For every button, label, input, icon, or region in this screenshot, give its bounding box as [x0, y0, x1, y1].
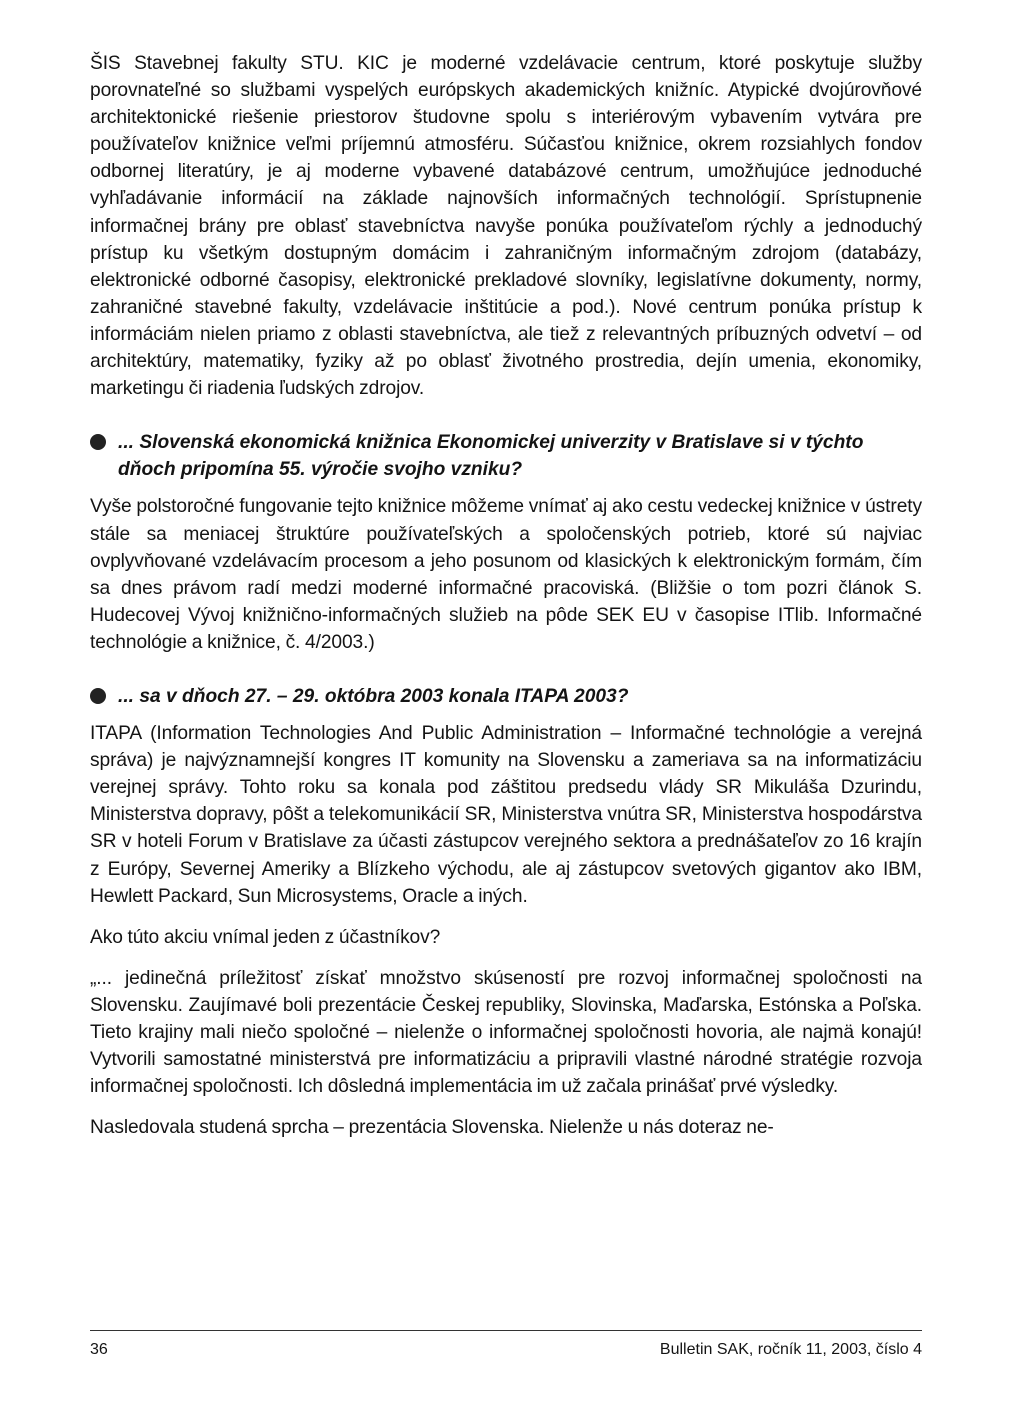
paragraph-itapa: ITAPA (Information Technologies And Public Administration – Informačné technológie a verejná správa) je najvýznamnejší kongres IT komunity na Slovensku a zameriava sa na informatizáciu verejnej správy. Tohto roku sa konala pod záštitou predsedu vlády SR Mikuláša Dzurindu, Ministerstva dopravy, pôšt a telekomunikácií SR, Ministerstva vnútra SR, Ministerstva hospodárstva SR v hoteli Forum v Bratislave za účasti zástupcov verejného sektora a prednášateľov zo 16 krajín z Európy, Severnej Ameriky a Blízkeho východu, ale aj zástupcov svetových gigantov ako IBM, Hewlett Packard, Sun Microsystems, Oracle a iných.: [90, 723, 922, 907]
heading-itapa: [90, 683, 922, 710]
heading-sek-eu-text: ... Slovenská ekonomická knižnica Ekonomickej univerzity v Bratislave si v týchto dňoch pripomína 55. výročie svojho vzniku?: [118, 432, 864, 481]
bullet-icon: [90, 688, 106, 704]
publication-info: Bulletin SAK, ročník 11, 2003, číslo 4: [659, 1341, 922, 1358]
heading-itapa-text: ... sa v dňoch 27. – 29. októbra 2003 konala ITAPA 2003?: [118, 685, 629, 707]
paragraph-slovakia: Nasledovala studená sprcha – prezentácia Slovenska. Nielenže u nás doteraz ne-: [90, 1117, 774, 1139]
paragraph-sek-eu: Vyše polstoročné fungovanie tejto knižnice môžeme vnímať aj ako cestu vedeckej knižnice v ústrety stále sa meniacej štruktúre používateľských a spoločenských potrieb, ktoré sú najviac ovplyvňované vzdelávacím procesom a jeho posunom od klasických k elektronickým formám, čím sa dnes právom radí medzi moderné informačné pracoviská. (Bližšie o tom pozri článok S. Hudecovej Vývoj knižnično-informačných služieb na pôde SEK EU v časopise ITlib. Informačné technológie a knižnice, č. 4/2003.): [90, 496, 922, 653]
bullet-icon: [90, 434, 106, 450]
footer-divider: [90, 1330, 922, 1331]
paragraph-quote: „... jedinečná príležitosť získať množstvo skúseností pre rozvoj informačnej spoločnosti na Slovensku. Zaujímavé boli prezentácie Českej republiky, Slovinska, Maďarska, Estónska a Poľska. Tieto krajiny mali niečo spoločné – nielenže o informačnej spoločnosti hovoria, ale najmä konajú! Vytvorili samostatné ministerstvá pre informatizáciu a pripravili vlastné národné stratégie rozvoja informačnej spoločnosti. Ich dôsledná implementácia im už začala prinášať prvé výsledky.: [90, 967, 922, 1098]
page-number: 36: [90, 1341, 108, 1358]
heading-sek-eu: [90, 429, 922, 483]
paragraph-question: Ako túto akciu vnímal jeden z účastníkov?: [90, 926, 441, 948]
paragraph-sis-kic: ŠIS Stavebnej fakulty STU. KIC je moderné vzdelávacie centrum, ktoré poskytuje služby porovnateľné so službami vyspelých európskych akademických knižníc. Atypické dvojúrovňové architektonické riešenie priestorov študovne spolu s interiérovým vybavením vytvára pre používateľov knižnice veľmi príjemnú atmosféru. Súčasťou knižnice, okrem rozsiahlych fondov odbornej literatúry, je aj moderne vybavené databázové centrum, umožňujúce jednoduché vyhľadávanie informácií na základe najnovších informačných technológií. Sprístupnenie informačnej brány pre oblasť stavebníctva navyše ponúka používateľom rýchly a jednoduchý prístup ku všetkým dostupným domácim i zahraničným informačným zdrojom (databázy, elektronické odborné časopisy, elektronické prekladové slovníky, legislatívne dokumenty, normy, zahraničné stavebné fakulty, vzdelávacie inštitúcie a pod.). Nové centrum ponúka prístup k informáciám nielen priamo z oblasti stavebníctva, ale tiež z relevantných príbuzných odvetví – od architektúry, matematiky, fyziky až po oblasť životného prostredia, dejín umenia, ekonomiky, marketingu či riadenia ľudských zdrojov.: [90, 53, 922, 400]
page-body: [90, 50, 922, 1141]
page-footer: [90, 1341, 922, 1359]
